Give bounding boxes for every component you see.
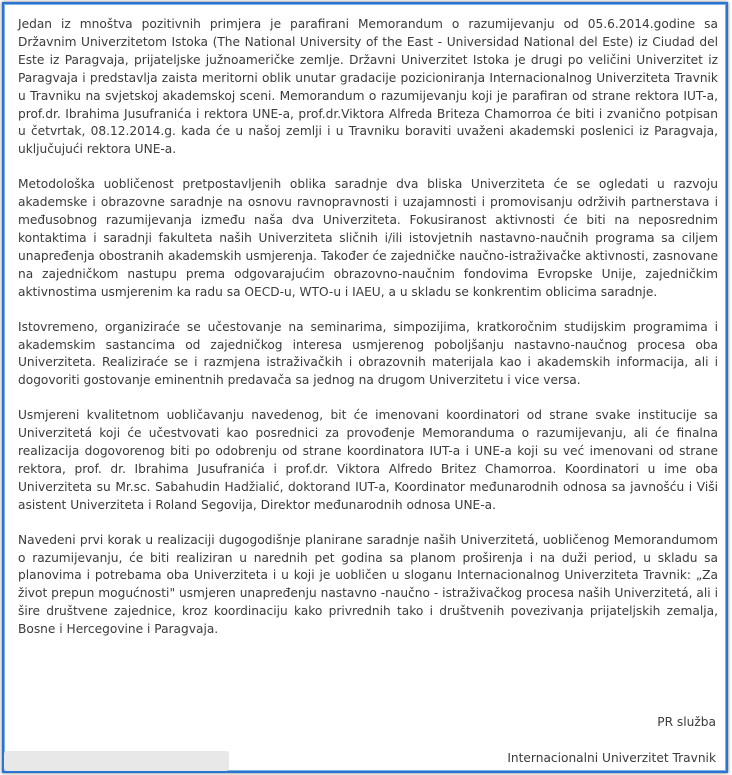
paragraph-memorandum: Jedan iz mnoštva pozitivnih primjera je parafirani Memorandum o razumijevanju od 05.6.2014.godine sa Državnim Univerzitetom Istoka (The National University of the East - Universidad National del Este) iz Ciudad del Este iz Paragvaja, prijateljske južnoameričke zemlje. Državni Univerzitet Istoka je drugi po veličini Univerzitet iz Paragvaja i predstavlja zaista meritorni oblik unutar gradacije pozicioniranja Internacionalnog Univerziteta Travnik u Travniku na svjetskoj akademskoj sceni. Memorandum o razumijevanju koji je parafiran od strane rektora IUT-a, prof.dr. Ibrahima Jusufranića i rektora UNE-a, prof.dr.Viktora Alfreda Briteza Chamorroa će biti i zvanično potpisan u četvrtak, 08.12.2014.g. kada će u našoj zemlji i u Travniku boraviti uvaženi akademski poslenici iz Paragvaja, uključujući rektora UNE-a.	[18, 17, 718, 157]
paragraph-seminars: Istovremeno, organiziraće se učestovanje na seminarima, simpozijima, kratkoročnim studijskim programima i akademskim sastancima od zajedničkog interesa usmjerenog poboljšanju nastavno-naučnog procesa oba Univerziteta. Realiziraće se i razmjena istraživačkih i obrazovnih materijala kao i akademskih informacija, ali i dogovoriti gostovanje eminentnih predavača sa jednog na drugom Univerzitetu i vice versa.	[18, 319, 718, 388]
signature-office: PR služba	[657, 715, 716, 729]
horizontal-scrollbar[interactable]	[4, 751, 229, 771]
signature-institution: Internacionalni Univerzitet Travnik	[507, 751, 716, 765]
article-body	[18, 16, 718, 656]
paragraph-coordinators: Usmjereni kvalitetnom uobličavanju navedenog, bit će imenovani koordinatori od strane svake institucije sa Univerzitetá koji će učestvovati kao posrednici za provođenje Memoranduma o razumijevanju, ali će finalna realizacija dogovorenog biti po odobrenju od strane koordinatora IUT-a i UNE-a koji su već imenovani od strane rektora, prof. dr. Ibrahima Jusufranića i prof.dr. Viktora Alfredo Britez Chamorroa. Koordinatori u ime oba Univerziteta su Mr.sc. Sabahudin Hadžialić, doktorand IUT-a, Koordinator međunarodnih odnosa sa javnošću i Viši asistent Univerziteta i Roland Segovija, Direktor međunarodnih odnosa UNE-a.	[18, 408, 718, 512]
paragraph-methodology: Metodološka uobličenost pretpostavljenih oblika saradnje dva bliska Univerziteta će se ogledati u razvoju akademske i obrazovne saradnje na osnovu ravnopravnosti i uzajamnosti i promovisanju održivih partnerstava i međusobnog razumijevanja između naša dva Univerziteta. Fokusiranost aktivnosti će biti na neposrednim kontaktima i saradnji fakulteta naših Univerziteta sličnih i/ili istovjetnih nastavno-naučnih programa sa ciljem unapređenja obostranih akademskih usmjerenja. Također će zajedničke naučno-istraživačke aktivnosti, zasnovane na zajedničkom nastupu prema odgovarajućim obrazovno-naučnim fondovima Evropske Unije, zajedničkim aktivnostima usmjerenim ka radu sa OECD-u, WTO-u i IAEU, a u skladu se konkrentim oblicima saradnje.	[18, 177, 718, 299]
paragraph-first-step: Navedeni prvi korak u realizaciji dugogodišnje planirane saradnje naših Univerzitetá, uobličenog Memorandumom o razumijevanju, će biti realiziran u narednih pet godina sa planom proširenja i na duži period, u skladu sa planovima i potrebama oba Univerziteta i u koji je uobličen u sloganu Internacionalnog Univerziteta Travnik: „Za život prepun mogućnosti" usmjeren unapređenju nastavno -naučno - istraživačkog procesa naših Univerzitetá, ali i šire društvene zajednice, kroz koordinaciju kako privrednih tako i društvenih povezivanja prijateljskih zemalja, Bosne i Hercegovine i Paragvaja.	[18, 532, 718, 637]
